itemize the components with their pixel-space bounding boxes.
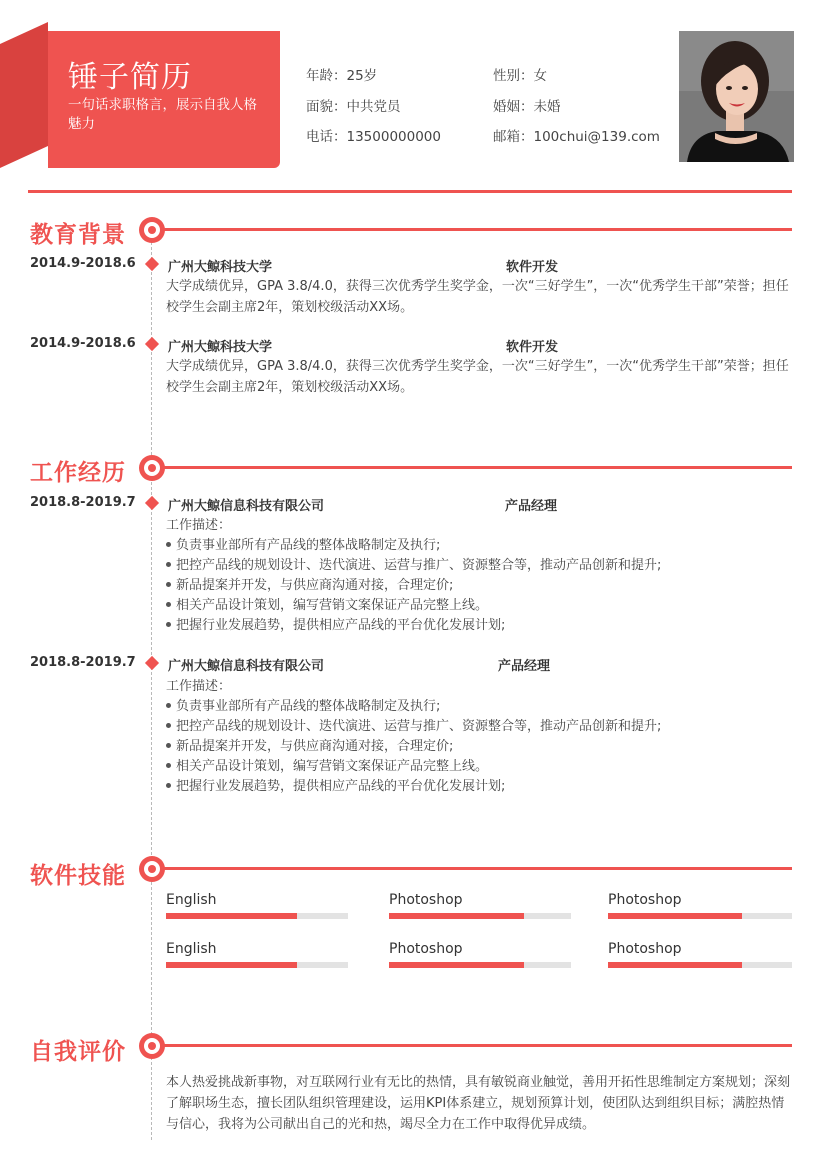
section-rule-education: [164, 228, 792, 231]
work-1-bullet: [166, 536, 440, 556]
bullet-dot: [166, 743, 171, 748]
bullet-dot: [166, 723, 171, 728]
work-2-position: 产品经理: [498, 659, 551, 674]
work-1-position: 产品经理: [505, 499, 558, 514]
info-email: 邮箱：100chui@139.com: [493, 129, 660, 145]
work-1-marker: [145, 496, 159, 510]
skill-6-fill: [608, 962, 742, 968]
skill-3-track: [608, 913, 792, 919]
work-1-company: 广州大鲸信息科技有限公司: [168, 499, 325, 514]
work-1-bullet: [166, 596, 488, 616]
work-2-marker: [145, 656, 159, 670]
bullet-dot: [166, 763, 171, 768]
work-2-bullet-text: 新品提案并开发，与供应商沟通对接，合理定价;: [176, 739, 454, 754]
work-2-bullet: [166, 757, 488, 777]
skill-2-name: Photoshop: [389, 892, 463, 908]
skill-3-fill: [608, 913, 742, 919]
work-1-bullet-text: 把控产品线的规划设计、迭代演进、运营与推广、资源整合等，推动产品创新和提升;: [176, 558, 662, 573]
header-divider: [28, 190, 792, 193]
skill-1-name: English: [166, 892, 217, 908]
info-age: 年龄：25岁: [306, 68, 378, 84]
skill-5-track: [389, 962, 571, 968]
bullet-dot: [166, 622, 171, 627]
work-2-company: 广州大鲸信息科技有限公司: [168, 659, 325, 674]
timeline-line: [151, 232, 152, 1140]
section-rule-work: [164, 466, 792, 469]
edu-1-marker: [145, 257, 159, 271]
section-title-education: 教育背景: [30, 222, 126, 248]
skill-5-fill: [389, 962, 524, 968]
resume-name: 锤子简历: [68, 60, 192, 95]
skill-3-name: Photoshop: [608, 892, 682, 908]
section-marker-skills: [139, 856, 165, 882]
work-2-bullet: [166, 737, 453, 757]
skill-6-track: [608, 962, 792, 968]
work-1-desc-label: 工作描述：: [166, 518, 232, 533]
bullet-dot: [166, 542, 171, 547]
skill-2-track: [389, 913, 571, 919]
work-2-bullet: [166, 697, 440, 717]
edu-2-date: 2014.9-2018.6: [30, 336, 136, 351]
section-title-work: 工作经历: [30, 460, 126, 486]
work-2-bullet-text: 负责事业部所有产品线的整体战略制定及执行;: [176, 699, 441, 714]
section-marker-self: [139, 1033, 165, 1059]
section-rule-skills: [164, 867, 792, 870]
edu-2-desc: 大学成绩优异，GPA 3.8/4.0，获得三次优秀学生奖学金，一次“三好学生”，一次“优秀学生干部”荣誉；担任校学生会副主席2年，策划校级活动XX场。: [166, 359, 789, 395]
bullet-dot: [166, 602, 171, 607]
banner-fold-decoration: [0, 22, 50, 168]
section-marker-education: [139, 217, 165, 243]
edu-1-major: 软件开发: [506, 260, 559, 275]
skill-4-name: English: [166, 941, 217, 957]
work-1-bullet-text: 把握行业发展趋势，提供相应产品线的平台优化发展计划;: [176, 618, 506, 633]
work-1-date: 2018.8-2019.7: [30, 495, 136, 510]
skill-5-name: Photoshop: [389, 941, 463, 957]
work-1-bullet: [166, 576, 453, 596]
work-2-bullet: [166, 717, 661, 737]
profile-photo: [679, 31, 794, 162]
work-2-desc-label: 工作描述：: [166, 679, 232, 694]
work-2-bullet: [166, 777, 505, 797]
edu-2-major: 软件开发: [506, 340, 559, 355]
work-1-bullet-text: 相关产品设计策划，编写营销文案保证产品完整上线。: [176, 598, 489, 613]
bullet-dot: [166, 783, 171, 788]
work-2-bullet-text: 相关产品设计策划，编写营销文案保证产品完整上线。: [176, 759, 489, 774]
edu-1-date: 2014.9-2018.6: [30, 256, 136, 271]
work-1-bullet: [166, 556, 661, 576]
skill-6-name: Photoshop: [608, 941, 682, 957]
bullet-dot: [166, 562, 171, 567]
work-2-date: 2018.8-2019.7: [30, 655, 136, 670]
edu-1-desc: 大学成绩优异，GPA 3.8/4.0，获得三次优秀学生奖学金，一次“三好学生”，一次“优秀学生干部”荣誉；担任校学生会副主席2年，策划校级活动XX场。: [166, 279, 789, 315]
bullet-dot: [166, 582, 171, 587]
skill-1-track: [166, 913, 348, 919]
edu-2-marker: [145, 337, 159, 351]
info-politics: 面貌：中共党员: [306, 99, 401, 115]
section-title-self: 自我评价: [30, 1039, 126, 1065]
self-evaluation-text: 本人热爱挑战新事物，对互联网行业有无比的热情，具有敏锐商业触觉，善用开拓性思维制定方案规划；深刻了解职场生态，擅长团队组织管理建设，运用KPI体系建立，规划预算计划，使团队达到组织目标；满腔热情与信心，我将为公司献出自己的光和热，竭尽全力在工作中取得优异成绩。: [166, 1075, 791, 1132]
skill-4-track: [166, 962, 348, 968]
edu-2-school: 广州大鲸科技大学: [168, 340, 273, 355]
skill-2-fill: [389, 913, 524, 919]
work-1-bullet: [166, 616, 505, 636]
section-rule-self: [164, 1044, 792, 1047]
info-gender: 性别：女: [493, 68, 547, 84]
info-marriage: 婚姻：未婚: [493, 99, 561, 115]
skill-1-fill: [166, 913, 297, 919]
edu-1-school: 广州大鲸科技大学: [168, 260, 273, 275]
info-phone: 电话：13500000000: [306, 129, 441, 145]
work-1-bullet-text: 新品提案并开发，与供应商沟通对接，合理定价;: [176, 578, 454, 593]
skill-4-fill: [166, 962, 297, 968]
work-2-bullet-text: 把控产品线的规划设计、迭代演进、运营与推广、资源整合等，推动产品创新和提升;: [176, 719, 662, 734]
resume-motto: 一句话求职格言，展示自我人格魅力: [68, 97, 257, 132]
bullet-dot: [166, 703, 171, 708]
work-2-bullet-text: 把握行业发展趋势，提供相应产品线的平台优化发展计划;: [176, 779, 506, 794]
section-title-skills: 软件技能: [30, 863, 126, 889]
work-1-bullet-text: 负责事业部所有产品线的整体战略制定及执行;: [176, 538, 441, 553]
section-marker-work: [139, 455, 165, 481]
